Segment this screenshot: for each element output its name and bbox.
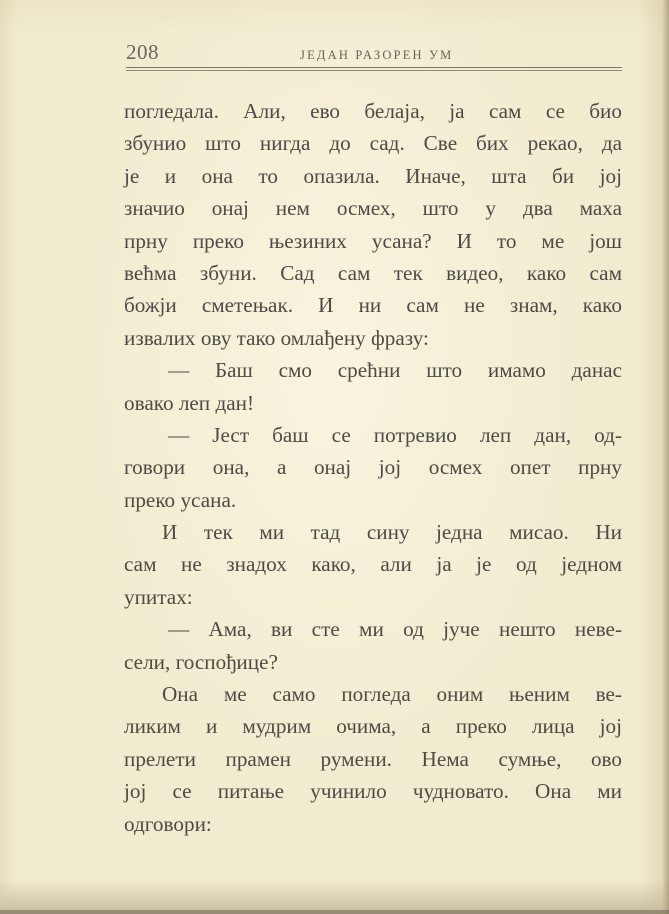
text-line: ликим и мудрим очима, а преко лица јој	[124, 714, 622, 739]
page-edge-shadow	[662, 0, 669, 914]
text-line: говори она, а онај јој осмех опет прну	[124, 455, 622, 480]
text-line: значио онај нем осмех, што у два маха	[124, 196, 622, 221]
text-line: упитах:	[124, 584, 193, 609]
page-bottom-edge	[0, 910, 669, 914]
paragraph-first-line: И тек ми тад сину једна мисао. Ни	[162, 520, 622, 545]
text-line: је и она то опазила. Иначе, шта би јој	[124, 163, 622, 188]
text-line: преко усана.	[124, 487, 237, 512]
running-head-title: ЈЕДАН РАЗОРЕН УМ	[300, 48, 454, 62]
text-line: божји сметењак. И ни сам не знам, како	[124, 293, 622, 318]
text-line: већма збуни. Сад сам тек видео, како сам	[124, 260, 622, 285]
paragraph-first-line: Она ме само погледа оним њеним ве-	[162, 682, 622, 707]
text-line: извалих ову тако омлађену фразу:	[124, 325, 429, 350]
dialogue-line: — Ама, ви сте ми од јуче нешто неве-	[168, 617, 622, 642]
dialogue-line: — Јест баш се потревио леп дан, од-	[168, 422, 622, 447]
text-line: јој се питање учинило чудновато. Она ми	[124, 779, 622, 804]
text-line: збунио што нигда до сад. Све бих рекао, да	[124, 131, 622, 156]
text-line: одговори:	[124, 811, 212, 836]
text-line: погледала. Али, ево белаја, ја сам се био	[124, 99, 622, 123]
text-line: прну преко њезиних усана? И то ме још	[124, 228, 622, 253]
body-text	[124, 95, 622, 840]
text-line: прелети прамен румени. Нема сумње, ово	[124, 746, 622, 771]
text-line: овако леп дан!	[124, 390, 255, 415]
page-number: 208	[126, 40, 159, 64]
header-rule	[126, 67, 622, 68]
dialogue-line: — Баш смо срећни што имамо данас	[168, 358, 622, 383]
header-rule-thin	[126, 70, 622, 71]
text-line: сам не знадох како, али ја је од једном	[124, 552, 622, 577]
text-line: сели, госпођице?	[124, 649, 278, 674]
